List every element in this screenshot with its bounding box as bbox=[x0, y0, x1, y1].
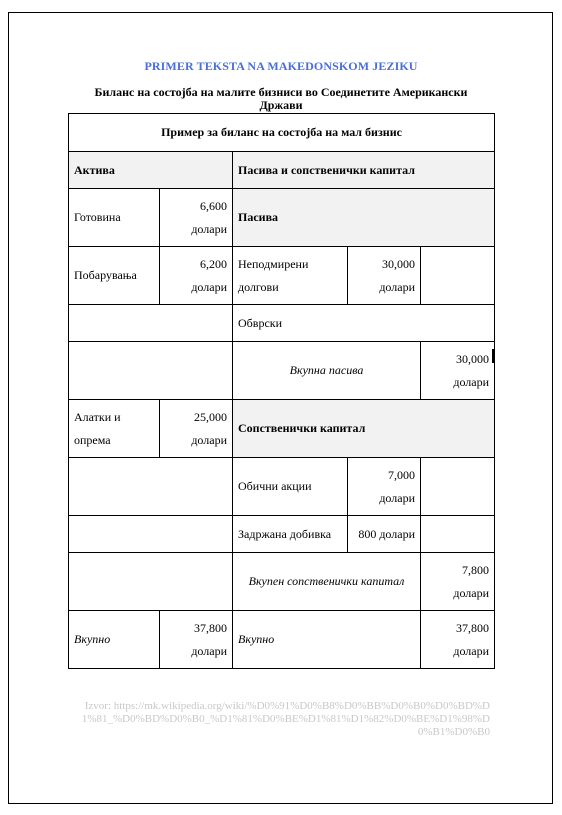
empty-cell bbox=[69, 305, 233, 342]
source-citation: Izvor: https://mk.wikipedia.org/wiki/%D0%91%D0%B8%D0%BB%D0%B0%D0%BD%D1%81_%D0%BD%D0%B0_%D1%81%D0%BE%D1%81%D1%82%D0%BE%D1%98%D0%B1%D0%B0 bbox=[81, 700, 490, 738]
tools-value: 25,000 долари bbox=[160, 400, 233, 458]
empty-cell bbox=[69, 342, 233, 400]
text-cursor bbox=[492, 349, 495, 363]
total-liabilities-equity-value: 37,800 долари bbox=[421, 611, 495, 669]
empty-cell bbox=[69, 553, 233, 611]
table-caption: Пример за биланс на состојба на мал бизнис bbox=[69, 114, 495, 152]
total-liabilities-equity-label: Вкупно bbox=[233, 611, 421, 669]
total-assets-label: Вкупно bbox=[69, 611, 160, 669]
unpaid-debts-value: 30,000 долари bbox=[348, 247, 421, 305]
empty-cell bbox=[421, 458, 495, 516]
total-assets-value: 37,800 долари bbox=[160, 611, 233, 669]
balance-sheet-table bbox=[68, 113, 495, 669]
obligations-label: Обврски bbox=[233, 305, 495, 342]
receivables-label: Побарувања bbox=[69, 247, 160, 305]
empty-cell bbox=[69, 516, 233, 553]
equity-header: Сопственички капитал bbox=[233, 400, 495, 458]
document-title: PRIMER TEKSTA NA MAKEDONSKOM JEZIKU bbox=[144, 59, 418, 73]
total-equity-value: 7,800 долари bbox=[421, 553, 495, 611]
retained-earnings-label: Задржана добивка bbox=[233, 516, 348, 553]
unpaid-debts-label: Неподмирени долгови bbox=[233, 247, 348, 305]
total-equity-label: Вкупен сопственички капитал bbox=[233, 553, 421, 611]
empty-cell bbox=[69, 458, 233, 516]
total-liabilities-value: 30,000 долари bbox=[421, 342, 495, 400]
empty-cell bbox=[421, 516, 495, 553]
liabilities-column-header: Пасива и сопственички капитал bbox=[233, 152, 495, 189]
empty-cell bbox=[421, 247, 495, 305]
cash-label: Готовина bbox=[69, 189, 160, 247]
document-subtitle: Биланс на состојба на малите бизниси во Соединетите Американски Држави bbox=[94, 85, 468, 112]
common-shares-label: Обични акции bbox=[233, 458, 348, 516]
liabilities-header: Пасива bbox=[233, 189, 495, 247]
total-liabilities-label: Вкупна пасива bbox=[233, 342, 421, 400]
common-shares-value: 7,000 долари bbox=[348, 458, 421, 516]
tools-label: Алатки и опрема bbox=[69, 400, 160, 458]
assets-column-header: Актива bbox=[69, 152, 233, 189]
retained-earnings-value: 800 долари bbox=[348, 516, 421, 553]
receivables-value: 6,200 долари bbox=[160, 247, 233, 305]
cash-value: 6,600 долари bbox=[160, 189, 233, 247]
